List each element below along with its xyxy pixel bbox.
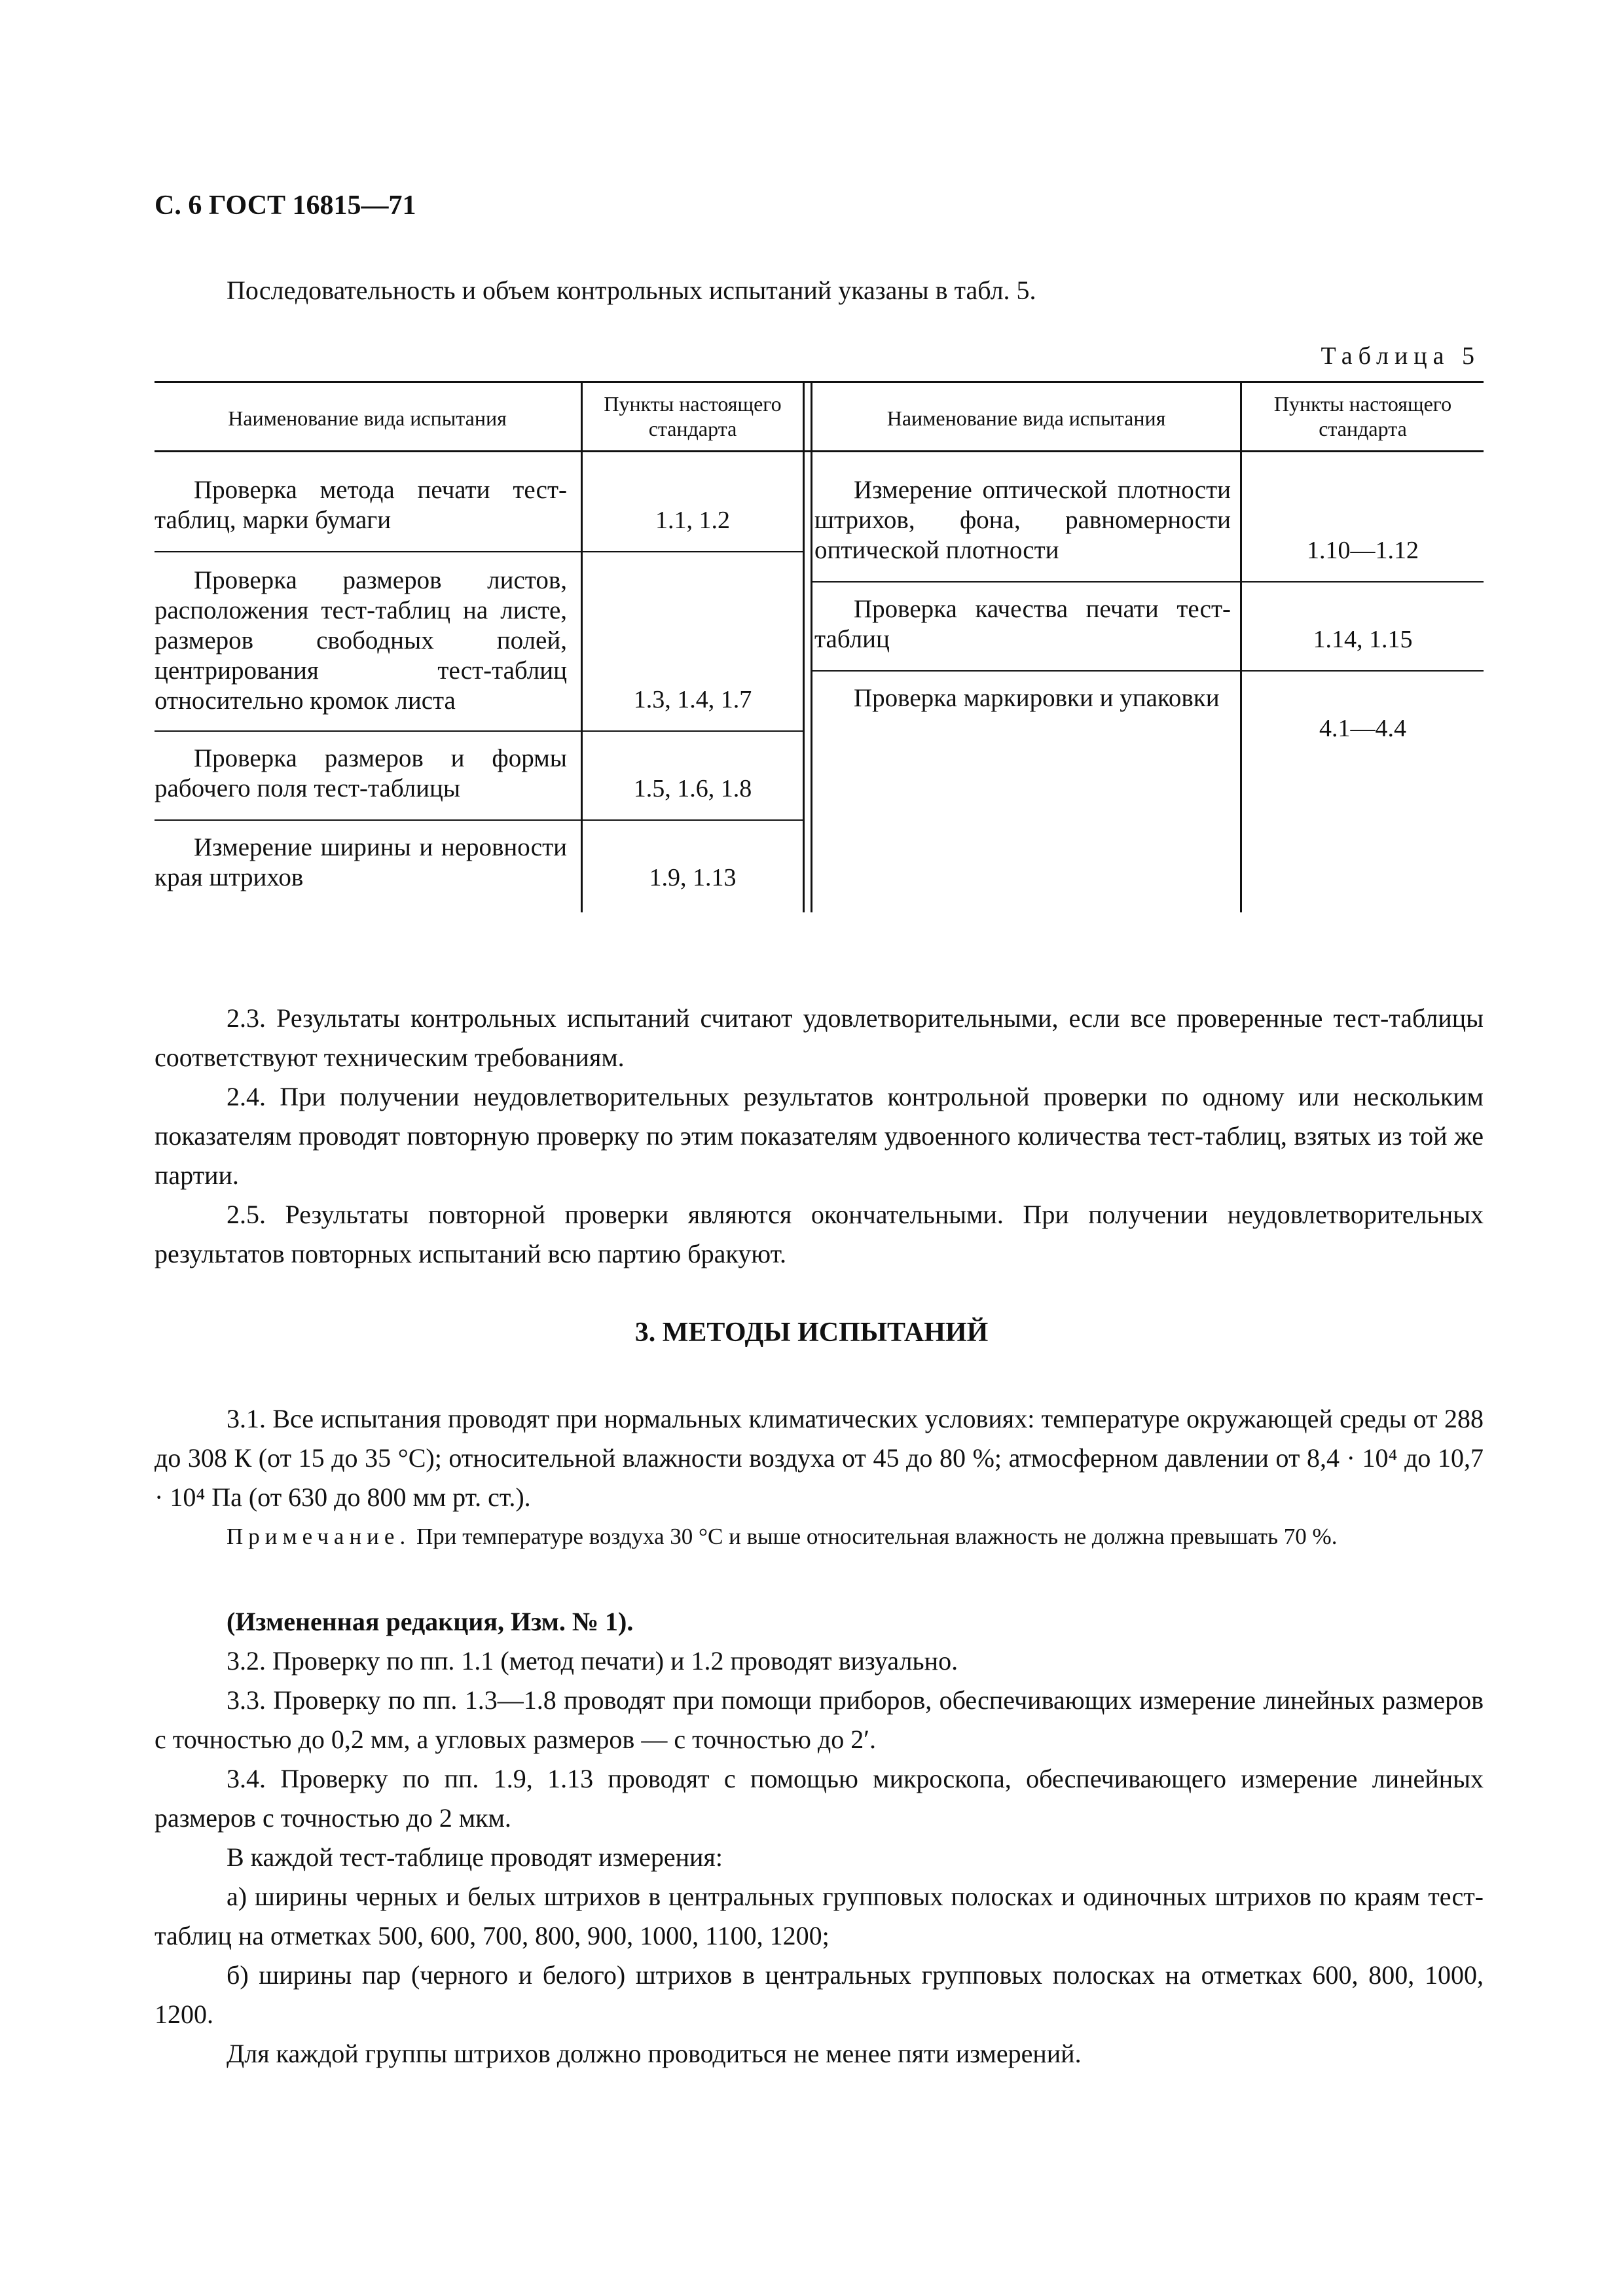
right-row-3-name: Проверка маркировки и упаковки bbox=[854, 684, 1220, 712]
section-3-title: 3. МЕТОДЫ ИСПЫТАНИЙ bbox=[634, 1318, 989, 1348]
right-header-points bbox=[1242, 391, 1484, 441]
right-row-1-points: 1.10—1.12 bbox=[1307, 537, 1419, 564]
table-caption: Таблица 5 bbox=[1321, 342, 1480, 370]
amended-note-text: (Измененная редакция, Изм. № 1). bbox=[227, 1607, 634, 1636]
paragraph-2-4-text: 2.4. При получении неудовлетворительных результатов контрольной проверки по одному или нескольким показателям проводят повторную проверку по этим показателям удвоенного количества тест-таблиц, взятых из той же партии. bbox=[155, 1082, 1484, 1190]
left-row-3-rule bbox=[155, 819, 803, 821]
paragraph-3-3 bbox=[155, 1681, 1484, 1759]
paragraph-2-3 bbox=[155, 999, 1484, 1077]
note-text: При температуре воздуха 30 °С и выше относительная влажность не должна превышать 70 %. bbox=[416, 1524, 1338, 1549]
list-item-b bbox=[155, 1956, 1484, 2034]
page-header: С. 6 ГОСТ 16815—71 bbox=[155, 190, 416, 221]
note bbox=[155, 1518, 1484, 1555]
center-double-rule-b bbox=[811, 381, 812, 912]
left-col-divider bbox=[581, 381, 583, 912]
left-row-1-name: Проверка метода печати тест-таблиц, марки бумаги bbox=[155, 476, 567, 534]
left-header-name: Наименование вида испытания bbox=[228, 406, 507, 430]
amended-note bbox=[155, 1602, 1484, 1641]
paragraph-2-4 bbox=[155, 1077, 1484, 1195]
paragraph-3-2-text: 3.2. Проверку по пп. 1.1 (метод печати) и 1.2 проводят визуально. bbox=[227, 1646, 958, 1676]
note-label: Примечание. bbox=[227, 1524, 411, 1549]
intro-text: Последовательность и объем контрольных испытаний указаны в табл. 5. bbox=[227, 276, 1036, 305]
right-row-1-rule bbox=[812, 581, 1484, 583]
left-row-2-points: 1.3, 1.4, 1.7 bbox=[633, 686, 752, 713]
paragraph-3-3-text: 3.3. Проверку по пп. 1.3—1.8 проводят при помощи приборов, обеспечивающих измерение линейных размеров с точностью до 0,2 мм, а угловых размеров — с точностью до 2′. bbox=[155, 1685, 1484, 1754]
paragraph-3-2 bbox=[155, 1641, 1484, 1681]
right-row-2-points: 1.14, 1.15 bbox=[1313, 626, 1413, 653]
left-row-3-points: 1.5, 1.6, 1.8 bbox=[633, 775, 752, 802]
left-row-1-rule bbox=[155, 551, 803, 552]
left-row-4-name: Измерение ширины и неровности края штрихов bbox=[155, 833, 567, 891]
right-header-name: Наименование вида испытания bbox=[886, 406, 1166, 430]
paragraph-3-4-text: 3.4. Проверку по пп. 1.9, 1.13 проводят с помощью микроскопа, обеспечивающего измерение линейных размеров с точностью до 2 мкм. bbox=[155, 1764, 1484, 1833]
right-header-points-line2: стандарта bbox=[1319, 417, 1407, 440]
paragraph-2-3-text: 2.3. Результаты контрольных испытаний считают удовлетворительными, если все проверенные тест-таблицы соответствуют техническим требованиям. bbox=[155, 1003, 1484, 1072]
left-row-2-name: Проверка размеров листов, расположения тест-таблиц на листе, размеров свободных полей, центрирования тест-таблиц относительно кромок листа bbox=[155, 566, 567, 715]
paragraph-3-1 bbox=[155, 1399, 1484, 1517]
left-row-3-name: Проверка размеров и формы рабочего поля тест-таблицы bbox=[155, 744, 567, 802]
paragraph-last-text: Для каждой группы штрихов должно проводиться не менее пяти измерений. bbox=[227, 2039, 1082, 2068]
left-row-1-points: 1.1, 1.2 bbox=[655, 507, 730, 534]
paragraph-3-4 bbox=[155, 1759, 1484, 1838]
right-row-1-name: Измерение оптической плотности штрихов, фона, равномерности оптической плотности bbox=[814, 476, 1231, 564]
table-header-rule bbox=[155, 450, 1484, 452]
paragraph-measurements bbox=[155, 1838, 1484, 1877]
list-item-b-text: б) ширины пар (черного и белого) штрихов в центральных групповых полосках на отметках 600, 800, 1000, 1200. bbox=[155, 1960, 1484, 2029]
right-row-2-name: Проверка качества печати тест-таблиц bbox=[814, 595, 1231, 653]
paragraph-2-5-text: 2.5. Результаты повторной проверки являются окончательными. При получении неудовлетворительных результатов повторных испытаний всю партию бракуют. bbox=[155, 1200, 1484, 1268]
list-item-a bbox=[155, 1877, 1484, 1956]
right-header-points-line1: Пункты настоящего bbox=[1273, 392, 1452, 416]
paragraph-3-1-text: 3.1. Все испытания проводят при нормальных климатических условиях: температуре окружающей среды от 288 до 308 К (от 15 до 35 °С); относительной влажности воздуха от 45 до 80 %; атмосферном давлении от 8,4 · 10⁴ до 10,7 · 10⁴ Па (от 630 до 800 мм рт. ст.). bbox=[155, 1404, 1484, 1512]
left-row-2-rule bbox=[155, 730, 803, 732]
left-header-points-line1: Пункты настоящего bbox=[604, 392, 782, 416]
paragraph-measurements-text: В каждой тест-таблице проводят измерения: bbox=[227, 1842, 723, 1872]
list-item-a-text: а) ширины черных и белых штрихов в центральных групповых полосках и одиночных штрихов по краям тест-таблиц на отметках 500, 600, 700, 800, 900, 1000, 1100, 1200; bbox=[155, 1882, 1484, 1950]
center-double-rule-a bbox=[803, 381, 805, 912]
left-header-points bbox=[583, 391, 803, 441]
right-row-2-rule bbox=[812, 670, 1484, 672]
left-header-points-line2: стандарта bbox=[648, 417, 737, 440]
paragraph-2-5 bbox=[155, 1195, 1484, 1274]
table-top-rule bbox=[155, 381, 1484, 383]
right-row-3-points: 4.1—4.4 bbox=[1319, 715, 1406, 742]
paragraph-last bbox=[155, 2034, 1484, 2073]
left-row-4-points: 1.9, 1.13 bbox=[649, 864, 737, 891]
